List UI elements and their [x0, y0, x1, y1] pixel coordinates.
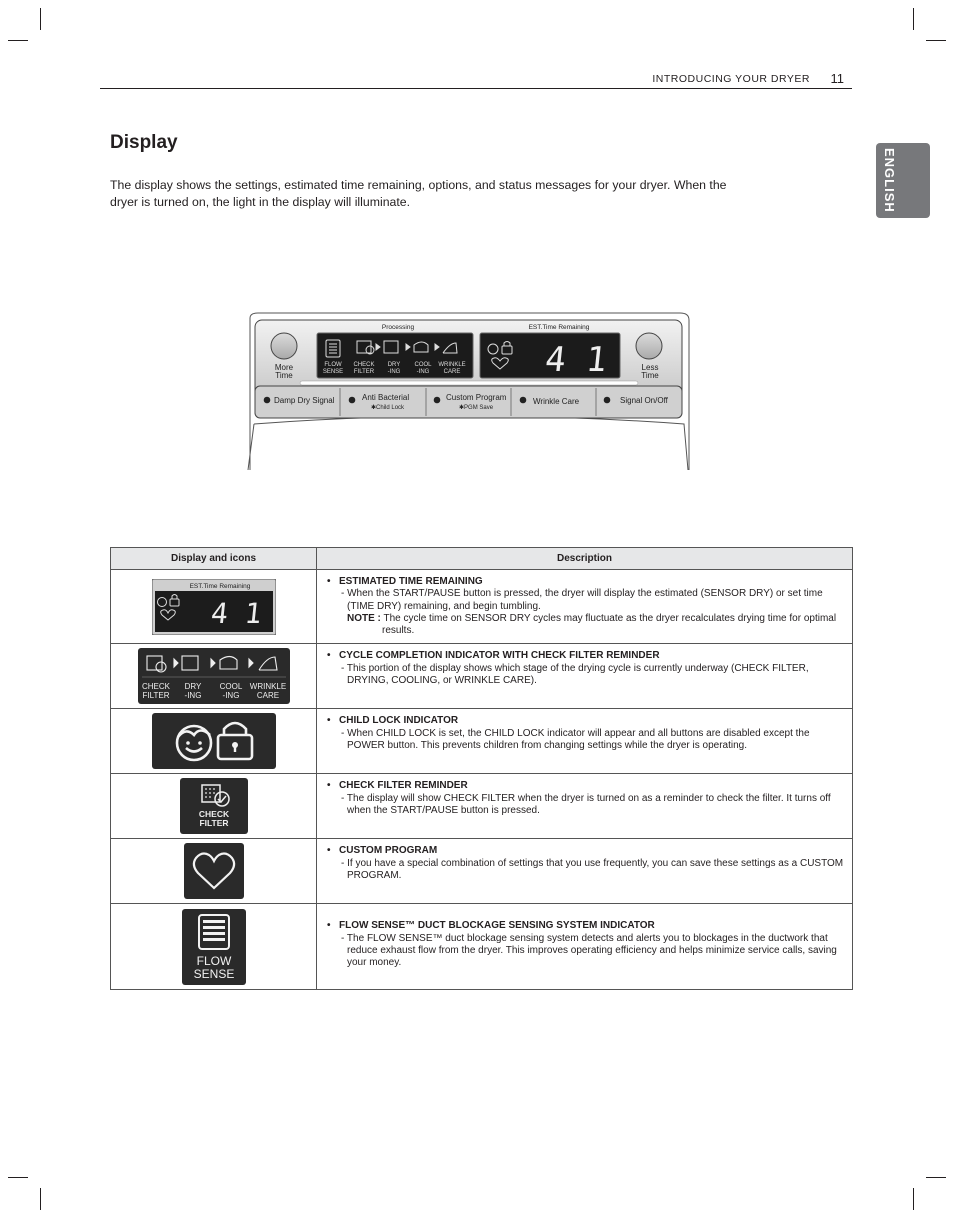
- more-time-label-line2: Time: [275, 371, 293, 380]
- flow-sense-icon-line1: FLOW: [196, 953, 231, 968]
- column-header-description: Description: [317, 548, 853, 570]
- child-lock-icon: [152, 713, 276, 769]
- more-time-label-line1: More: [274, 363, 294, 372]
- language-label: ENGLISH: [882, 148, 897, 213]
- description-cell: [317, 644, 853, 709]
- icon-cell: [111, 774, 317, 839]
- less-time-label-line1: Less: [641, 363, 659, 372]
- crop-mark: [926, 1177, 946, 1178]
- table-row: [111, 709, 853, 774]
- wrinkle-care-button: Wrinkle Care: [533, 397, 580, 406]
- note: [325, 613, 846, 625]
- stage-icon-label-line1: CHECK: [141, 682, 170, 692]
- flow-sense-line1: FLOW: [324, 362, 342, 368]
- stage-label-line2: -ING: [387, 369, 401, 375]
- table-row: [111, 644, 853, 709]
- crop-mark: [40, 1188, 41, 1210]
- stage-icon-label-line2: CARE: [256, 691, 279, 701]
- note-continuation: [325, 625, 846, 637]
- child-lock-sub-label: ✱Child Lock: [371, 405, 405, 411]
- icon-cell: [111, 709, 317, 774]
- stage-icon-label-line2: -ING: [184, 691, 201, 701]
- icon-cell: [111, 644, 317, 709]
- row-title: • ESTIMATED TIME REMAINING: [325, 576, 846, 588]
- table-row: [111, 904, 853, 990]
- stage-label-line2: -ING: [416, 369, 430, 375]
- anti-bacterial-button: Anti Bacterial: [362, 393, 410, 402]
- row-text: - This portion of the display shows which stage of the drying cycle is currently underway (CHECK FILTER, DRYING, COOLING, or WRINKLE CARE).: [341, 662, 809, 687]
- column-header-icons: Display and icons: [111, 548, 317, 570]
- note-label: NOTE :: [347, 612, 381, 624]
- cycle-stage-indicator-icon: [138, 648, 290, 704]
- stage-icon-label-line1: WRINKLE: [249, 682, 286, 692]
- stage-label-line1: CHECK: [353, 362, 375, 368]
- pgm-save-sub-label: ✱PGM Save: [459, 405, 494, 411]
- row-title: • CUSTOM PROGRAM: [325, 845, 846, 857]
- icon-cell: [111, 570, 317, 644]
- section-title: INTRODUCING YOUR DRYER: [652, 73, 810, 85]
- est-time-icon-label: EST.Time Remaining: [189, 582, 250, 590]
- flow-sense-icon-line2: SENSE: [193, 966, 234, 981]
- description-cell: [317, 709, 853, 774]
- stage-label-line1: COOL: [414, 362, 432, 368]
- row-text: - When CHILD LOCK is set, the CHILD LOCK indicator will appear and all buttons are disabled except the POWER button. This prevents children from changing settings while the dryer is operating.: [341, 727, 810, 752]
- signal-on-off-button: Signal On/Off: [620, 396, 668, 405]
- stage-label-line1: DRY: [387, 362, 401, 368]
- language-tab: [876, 143, 930, 218]
- row-text: - The FLOW SENSE™ duct blockage sensing system detects and alerts you to blockages in the ductwork that reduce exhaust flow from the dryer. This improves operating efficiency and helps minimize service calls, saving your money.: [341, 932, 837, 969]
- est-time-icon-digits: 4 1: [208, 596, 263, 630]
- est-time-display-icon: [152, 579, 276, 635]
- crop-mark: [8, 40, 28, 41]
- note-text: The cycle time on SENSOR DRY cycles may fluctuate as the dryer recalculates drying time for optimal: [380, 612, 837, 624]
- icon-cell: [111, 839, 317, 904]
- row-title: • FLOW SENSE™ DUCT BLOCKAGE SENSING SYSTEM INDICATOR: [325, 920, 846, 932]
- table-row: [111, 570, 853, 644]
- less-time-button: [636, 333, 662, 359]
- description-cell: [317, 904, 853, 990]
- more-time-button: [271, 333, 297, 359]
- check-filter-icon-line2: FILTER: [198, 818, 229, 829]
- description-cell: [317, 839, 853, 904]
- description-cell: [317, 774, 853, 839]
- stage-icon-label-line1: COOL: [219, 682, 242, 692]
- row-title: • CYCLE COMPLETION INDICATOR WITH CHECK FILTER REMINDER: [325, 650, 846, 662]
- stage-label-line2: CARE: [443, 369, 461, 375]
- intro-paragraph: The display shows the settings, estimated time remaining, options, and status messages for your dryer. When the dryer is turned on, the light in the display will illuminate.: [110, 178, 727, 209]
- icon-cell: [111, 904, 317, 990]
- table-row: [111, 774, 853, 839]
- row-text: - The display will show CHECK FILTER when the dryer is turned on as a reminder to check the filter. It turns off when the START/PAUSE button is pressed.: [341, 792, 831, 817]
- flow-sense-line2: SENSE: [322, 369, 344, 375]
- stage-icon-label-line1: DRY: [184, 682, 201, 692]
- less-time-label-line2: Time: [641, 371, 659, 380]
- page-number: 11: [830, 71, 844, 86]
- stage-icon-label-line2: -ING: [222, 691, 239, 701]
- flow-sense-icon: [182, 909, 246, 985]
- processing-label: Processing: [381, 324, 415, 331]
- table-header-row: [111, 548, 853, 570]
- row-text: - If you have a special combination of settings that you use frequently, you can save these settings as a CUSTOM PROGRAM.: [341, 857, 844, 882]
- running-header: [100, 68, 852, 89]
- crop-mark: [8, 1177, 28, 1178]
- row-title: • CHECK FILTER REMINDER: [325, 780, 846, 792]
- crop-mark: [40, 8, 41, 30]
- check-filter-icon-line1: CHECK: [198, 809, 229, 820]
- control-panel-illustration: [246, 312, 692, 470]
- heart-icon: [184, 843, 244, 899]
- est-time-label: EST.Time Remaining: [528, 324, 590, 331]
- row-text: - When the START/PAUSE button is pressed, the dryer will display the estimated (SENSOR DRY) or set time (TIME DRY) remaining, and begin tumbling.: [341, 588, 823, 612]
- display-icons-table: [110, 547, 853, 990]
- crop-mark: [926, 40, 946, 41]
- custom-program-button: Custom Program: [446, 393, 507, 402]
- stage-icon-label-line2: FILTER: [142, 691, 169, 701]
- note-cont: results.: [382, 625, 415, 637]
- table-row: [111, 839, 853, 904]
- stage-label-line1: WRINKLE: [438, 362, 466, 368]
- crop-mark: [913, 8, 914, 30]
- check-filter-icon: [180, 778, 248, 834]
- damp-dry-signal-button: Damp Dry Signal: [274, 396, 335, 405]
- time-digits: 4 1: [543, 340, 609, 380]
- page-title: Display: [110, 132, 178, 153]
- row-title: • CHILD LOCK INDICATOR: [325, 715, 846, 727]
- crop-mark: [913, 1188, 914, 1210]
- description-cell: [317, 570, 853, 644]
- stage-label-line2: FILTER: [353, 369, 375, 375]
